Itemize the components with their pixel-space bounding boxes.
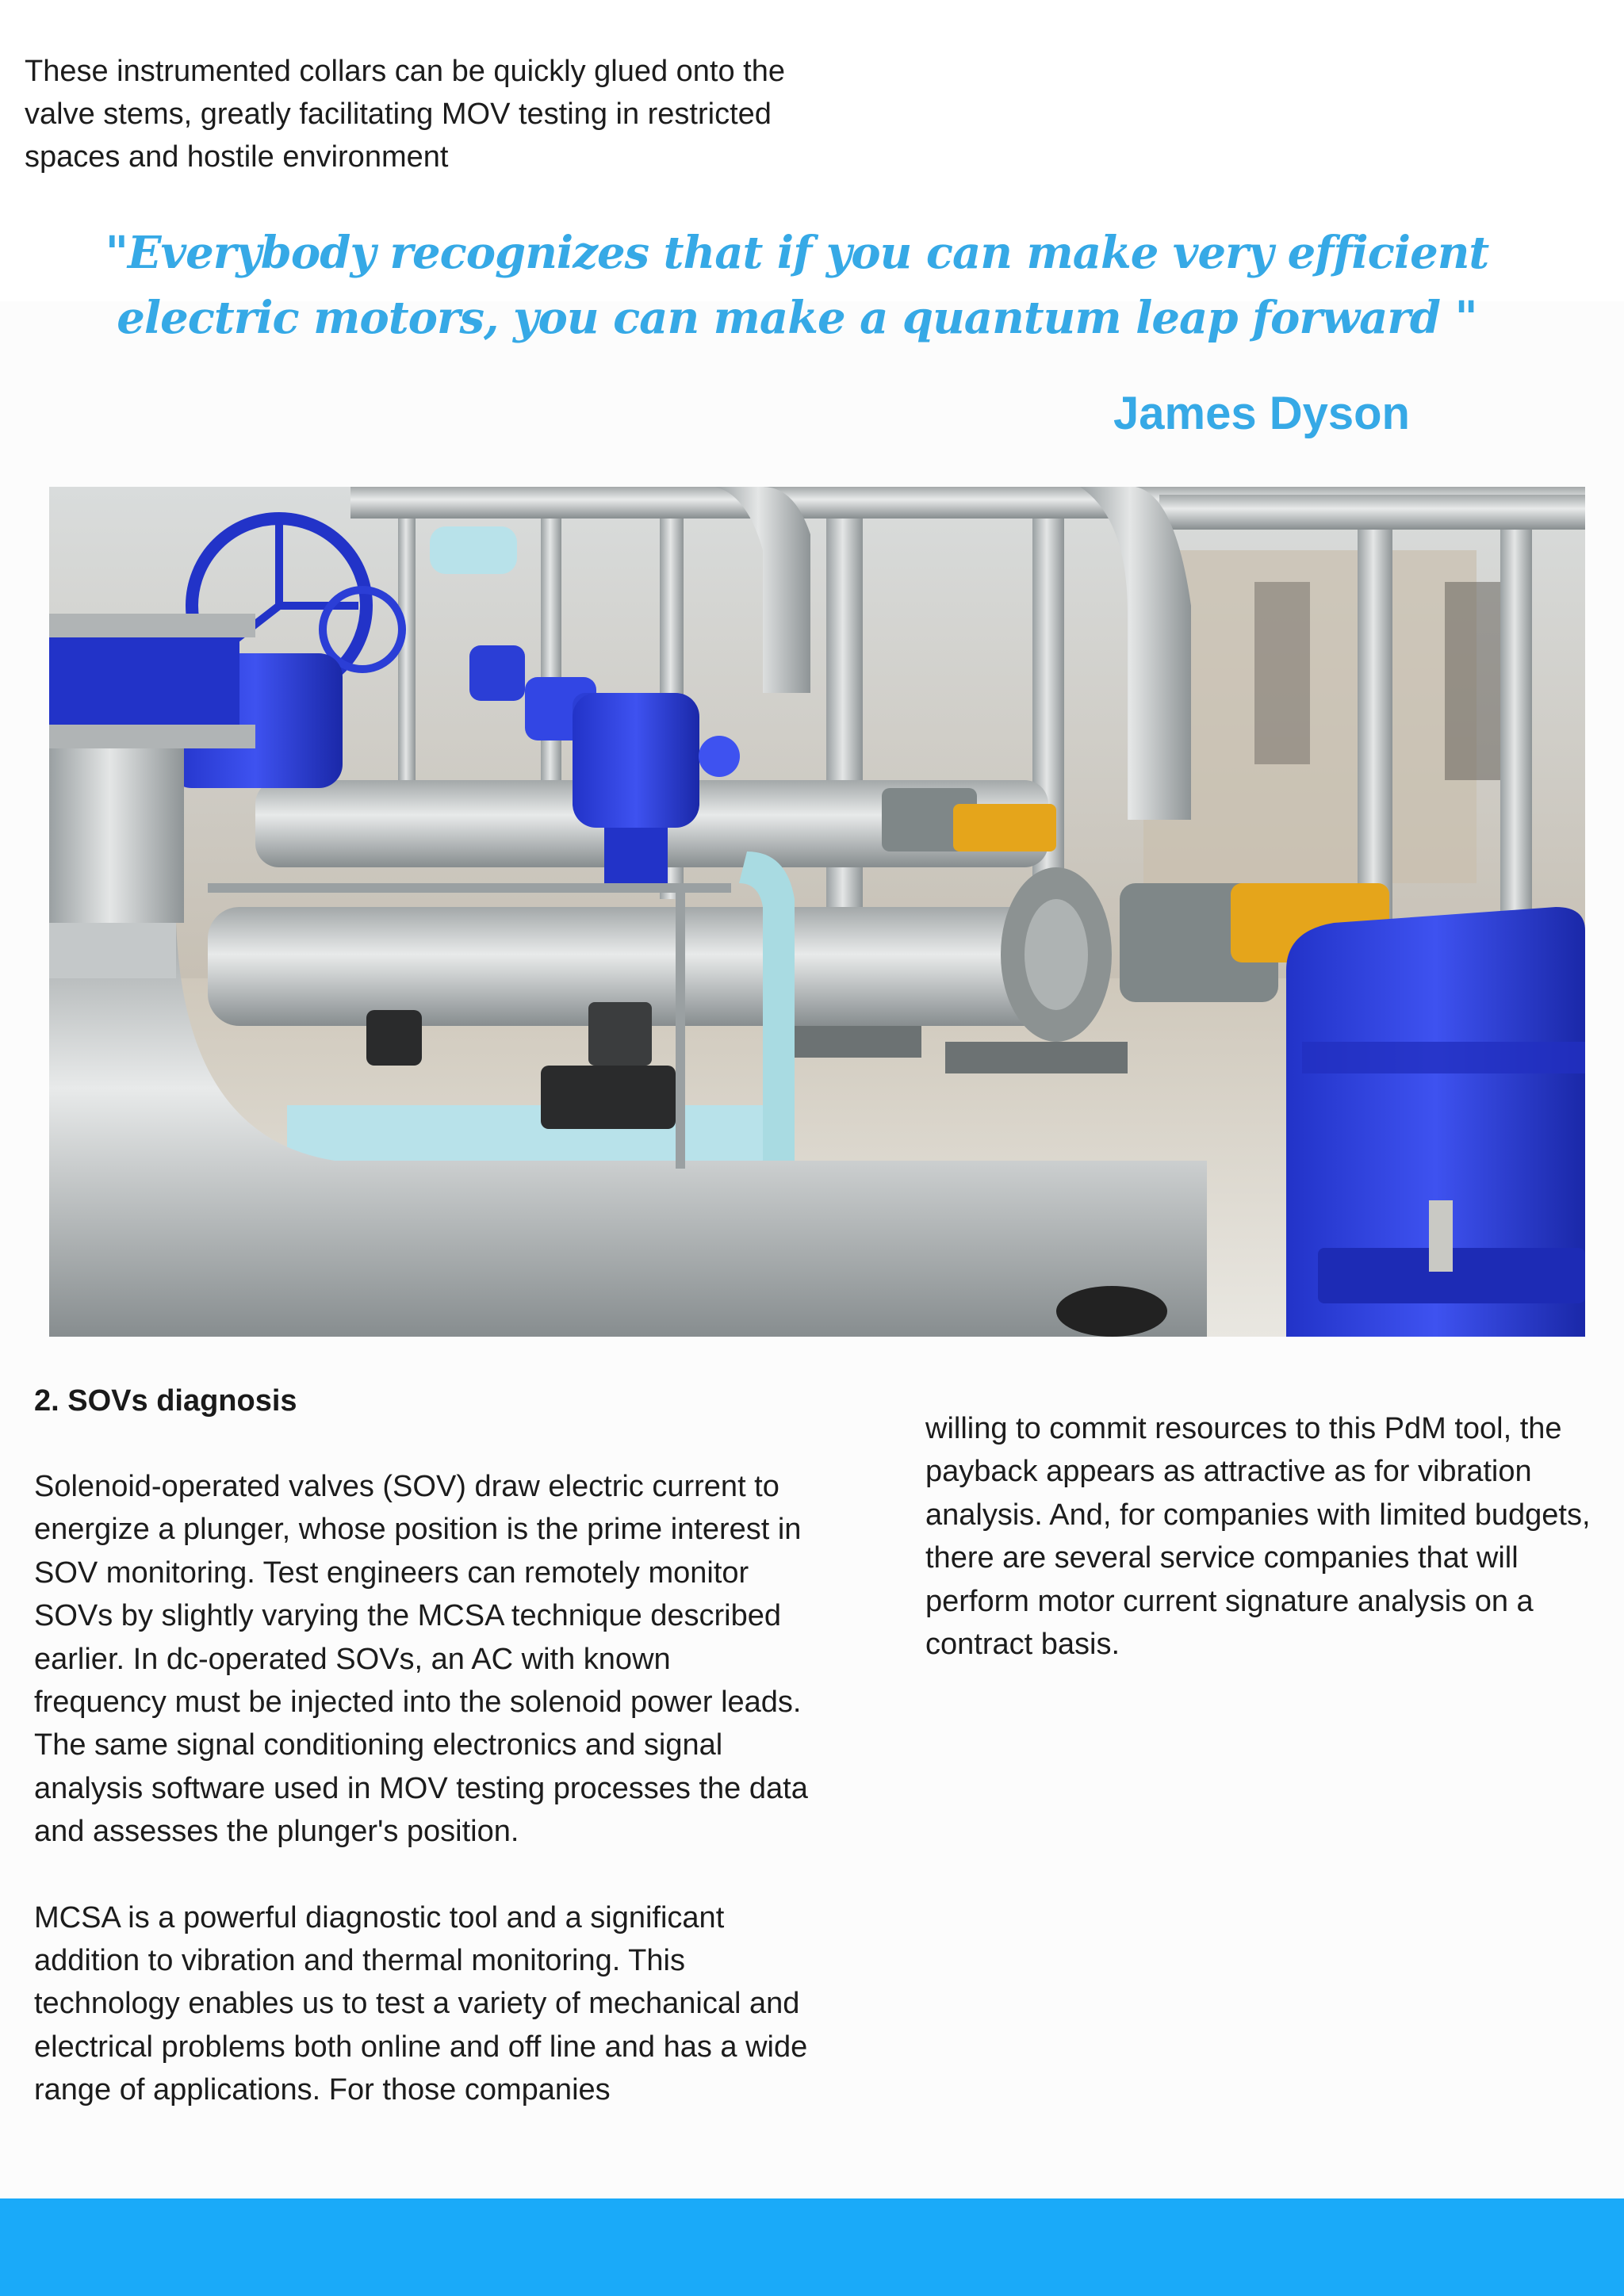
section-heading: 2. SOVs diagnosis [34,1384,297,1418]
left-column [34,1380,811,2155]
pull-quote: "Everybody recognizes that if you can make very efficient electric motors, you can make a quantum leap forward " [105,227,1489,344]
pump-room-photo [49,487,1585,1337]
paragraph-sov: Solenoid-operated valves (SOV) draw electric current to energize a plunger, whose position is the prime interest in SOV monitoring. Test engineers can remotely monitor SOVs by slightly varying the MCSA technique described earlier. In dc-operated SOVs, an AC with known frequency must be injected into the solenoid power leads. The same signal conditioning electronics and signal analysis software used in MOV testing processes the data and assesses the plunger's position. [34,1470,808,1849]
paragraph-continued: willing to commit resources to this PdM tool, the payback appears as attractive as for vibration analysis. And, for companies with limited budgets, there are several service companies that will perform motor current signature analysis on a contract basis. [925,1412,1591,1662]
paragraph-mcsa: MCSA is a powerful diagnostic tool and a significant addition to vibration and thermal monitoring. This technology enables us to test a variety of mechanical and electrical problems both online and off line and has a wide range of applications. For those companies [34,1900,808,2107]
intro-text: These instrumented collars can be quickly glued onto the valve stems, greatly facilitating MOV testing in restricted spaces and hostile environment [25,55,785,174]
footer-bar [0,2198,1624,2296]
right-column [925,1407,1599,1666]
quote-author: James Dyson [1113,388,1410,439]
